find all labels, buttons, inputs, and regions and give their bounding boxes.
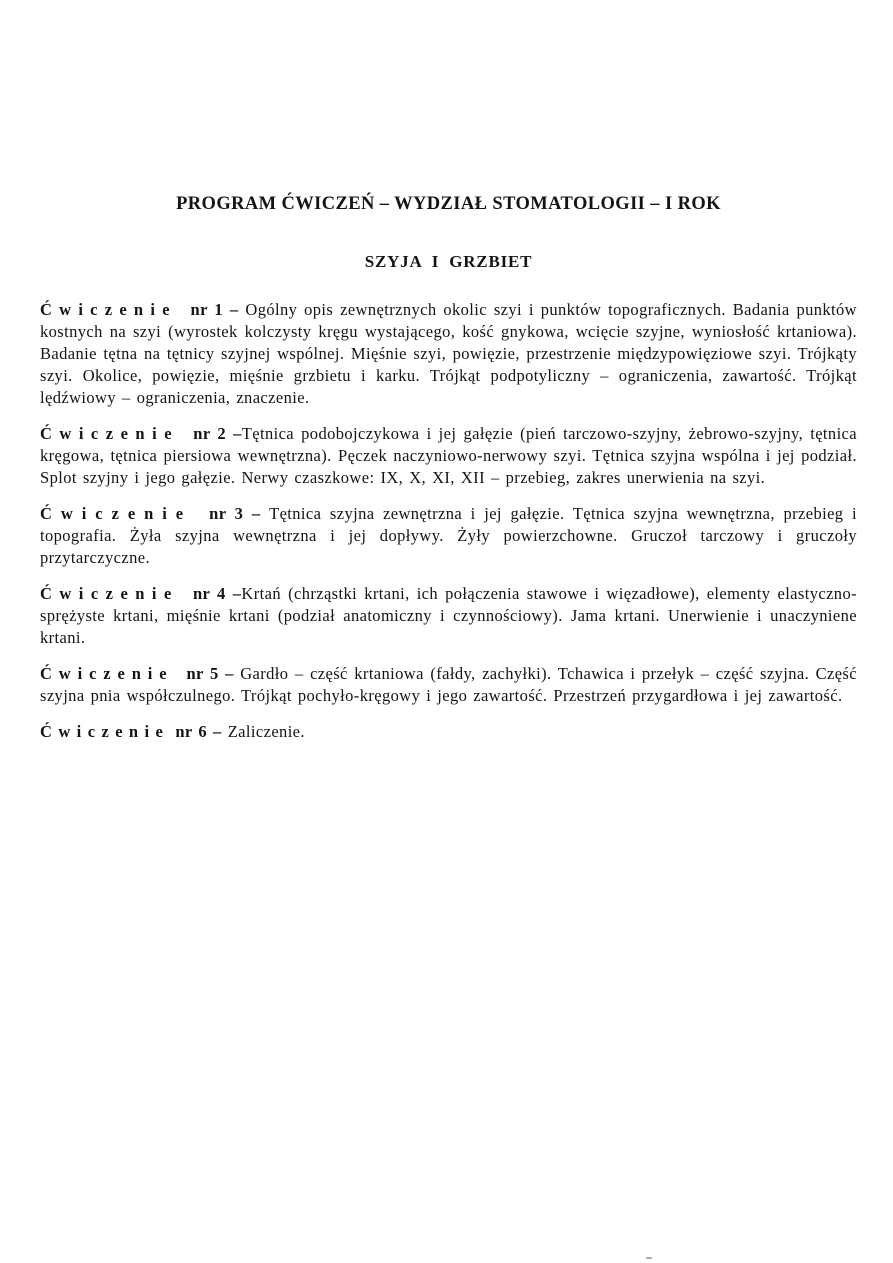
exercise-6-body: Zaliczenie.: [227, 722, 305, 741]
exercise-paragraph-3: [40, 503, 857, 569]
scan-artifact: [646, 1257, 652, 1259]
exercise-1-lead: Ć w i c z e n i e nr 1 –: [40, 300, 246, 319]
exercise-5-body: Gardło – część krtaniowa (fałdy, zachyłki). Tchawica i przełyk – część szyjna. Część szyjna pnia współczulnego. Trójkąt pochyło-kręgowy i jego zawartość. Przestrzeń przygardłowa i jej zawartość.: [40, 664, 857, 705]
page-title: PROGRAM ĆWICZEŃ – WYDZIAŁ STOMATOLOGII – I ROK: [176, 194, 721, 214]
exercise-5-lead: Ć w i c z e n i e nr 5 –: [40, 664, 241, 683]
exercise-paragraph-5: [40, 663, 857, 707]
exercise-paragraph-4: [40, 583, 857, 649]
exercise-list: [40, 299, 857, 743]
exercise-3-lead: Ć w i c z e n i e nr 3 –: [40, 504, 270, 523]
exercise-3-body: Tętnica szyjna zewnętrzna i jej gałęzie. Tętnica szyjna wewnętrzna, przebieg i topografia. Żyła szyjna wewnętrzna i jej dopływy. Żyły powierzchowne. Gruczoł tarczowy i gruczoły przytarczyczne.: [40, 504, 857, 567]
exercise-paragraph-2: [40, 423, 857, 489]
exercise-1-body: Ogólny opis zewnętrznych okolic szyi i punktów topograficznych. Badania punktów kostnych na szyi (wyrostek kolczysty kręgu wystającego, kość gnykowa, wcięcie szyjne, wyniosłość krtaniowa). Badanie tętna na tętnicy szyjnej wspólnej. Mięśnie szyi, powięzie, przestrzenie międzypowięziowe szyi. Trójkąty szyi. Okolice, powięzie, mięśnie grzbietu i karku. Trójkąt podpotyliczny – ograniczenia, zawartość. Trójkąt lędźwiowy – ograniczenia, znaczenie.: [40, 300, 857, 407]
exercise-2-body: Tętnica podobojczykowa i jej gałęzie (pień tarczowo-szyjny, żebrowo-szyjny, tętnica kręgowa, tętnica piersiowa wewnętrzna). Pęczek naczyniowo-nerwowy szyi. Tętnica szyjna wspólna i jej podział. Splot szyjny i jego gałęzie. Nerwy czaszkowe: IX, X, XI, XII – przebieg, zakres unerwienia na szyi.: [40, 424, 857, 487]
section-subtitle: SZYJA I GRZBIET: [364, 252, 533, 271]
exercise-4-body: Krtań (chrząstki krtani, ich połączenia stawowe i więzadłowe), elementy elastyczno-sprężyste krtani, mięśnie krtani (podział anatomiczny i czynnościowy). Jama krtani. Unerwienie i unaczyniene krtani.: [40, 584, 857, 647]
exercise-paragraph-6: [40, 721, 857, 743]
exercise-paragraph-1: [40, 299, 857, 409]
document-content: [40, 193, 857, 757]
exercise-2-lead: Ć w i c z e n i e nr 2 –: [40, 424, 242, 443]
exercise-4-lead: Ć w i c z e n i e nr 4 –: [40, 584, 242, 603]
exercise-6-lead: Ć w i c z e n i e nr 6 –: [40, 722, 228, 741]
